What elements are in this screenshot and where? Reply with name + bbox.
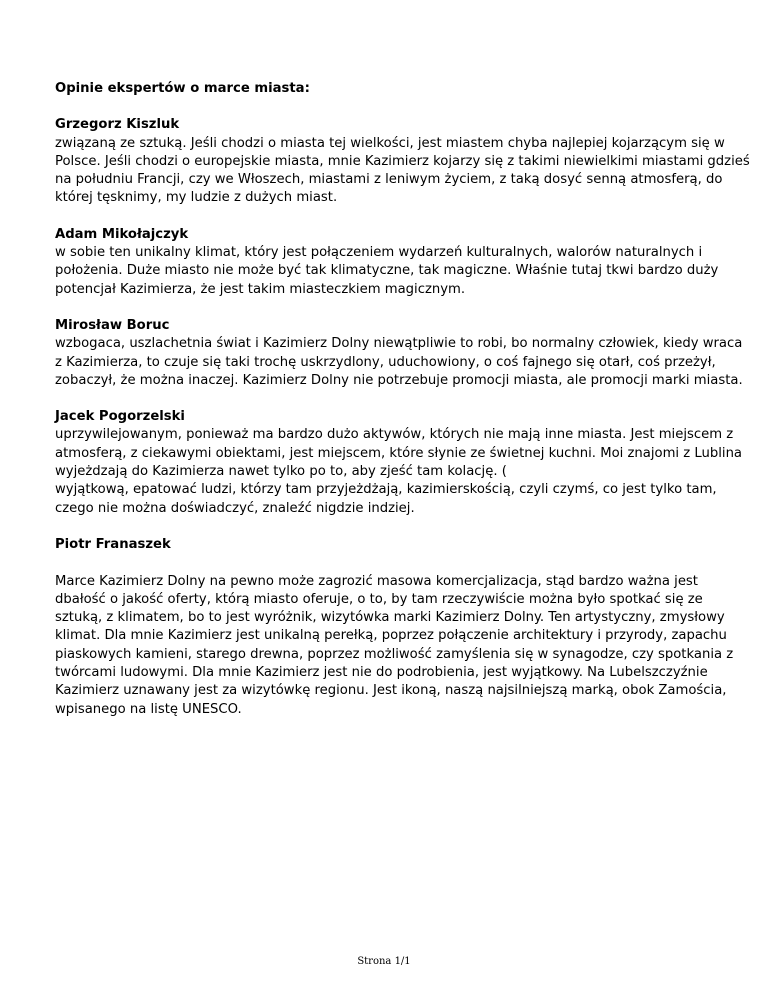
opinion-text-line: czego nie można doświadczyć, znaleźć nigdzie indziej. [55,500,415,516]
opinion-text-line: potencjał Kazimierza, że jest takim miasteczkiem magicznym. [55,281,466,297]
expert-name: Adam Mikołajczyk [55,226,189,242]
expert-opinion [55,317,743,390]
opinion-text-line: uprzywilejowanym, ponieważ ma bardzo dużo aktywów, których nie mają inne miasta. Jest miejscem z [55,427,734,443]
page-number-footer: Strona 1/1 [357,956,411,967]
opinion-text-line: Kazimierz uznawany jest za wizytówkę regionu. Jest ikoną, naszą najsilniejszą marką, obok Zamościa, [55,683,727,699]
opinion-text-line: związaną ze sztuką. Jeśli chodzi o miasta tej wielkości, jest miastem chyba najlepiej kojarzącym się w [55,135,725,151]
page-title: Opinie ekspertów o marce miasta: [55,81,310,96]
opinion-text-line: zobaczył, że można inaczej. Kazimierz Dolny nie potrzebuje promocji miasta, ale promocji marki miasta. [55,372,743,388]
expert-name: Mirosław Boruc [55,317,170,333]
opinion-text-line: klimat. Dla mnie Kazimierz jest unikalną perełką, poprzez połączenie architektury i przyrody, zapachu [55,628,727,644]
document-page [55,80,750,719]
opinion-text-line: której tęsknimy, my ludzie z dużych miast. [55,190,338,206]
opinion-text-line: wpisanego na listę UNESCO. [55,701,242,717]
expert-opinion [55,536,734,719]
opinion-text-line: Marce Kazimierz Dolny na pewno może zagrozić masowa komercjalizacja, stąd bardzo ważna jest [55,573,698,589]
opinion-text-line: na południu Francji, czy we Włoszech, miastami z leniwym życiem, z taką dosyć senną atmosferą, do [55,172,723,188]
expert-opinion [55,116,750,207]
opinion-text-line: twórcami ludowymi. Dla mnie Kazimierz jest nie do podrobienia, jest wyjątkowy. Na Lubelszczyźnie [55,665,708,681]
opinion-text-line: wzbogaca, uszlachetnia świat i Kazimierz Dolny niewątpliwie to robi, bo normalny człowiek, kiedy wraca [55,336,743,352]
opinion-text-line: dbałość o jakość oferty, którą miasto oferuje, o to, by tam rzeczywiście można było spotkać się ze [55,591,703,607]
expert-opinion [55,226,717,299]
expert-name: Piotr Franaszek [55,536,171,552]
opinion-text-line: wyjeżdzają do Kazimierza nawet tylko po to, aby zjeść tam kolację. ( [55,464,507,480]
opinion-text-line: piaskowych kamieni, starego drewna, poprzez możliwość zamyślenia się w synagodze, czy spotkania z [55,646,734,662]
expert-name: Jacek Pogorzelski [55,409,185,425]
paragraph-spacer [55,554,717,572]
expert-opinions-list [55,116,750,719]
opinion-text-line: z Kazimierza, to czuje się taki trochę uskrzydlony, uduchowiony, o coś fajnego się otarł, coś przeżył, [55,354,716,370]
opinion-text-line: wyjątkową, epatować ludzi, którzy tam przyjeżdżają, kazimierskością, czyli czymś, co jest tylko tam, [55,482,717,498]
expert-opinion [55,408,743,518]
opinion-text-line: Polsce. Jeśli chodzi o europejskie miasta, mnie Kazimierz kojarzy się z takimi niewielkimi miastami gdzieś [55,153,750,169]
expert-name: Grzegorz Kiszluk [55,117,180,133]
opinion-text-line: w sobie ten unikalny klimat, który jest połączeniem wydarzeń kulturalnych, walorów naturalnych i [55,245,703,261]
opinion-text-line: położenia. Duże miasto nie może być tak klimatyczne, tak magiczne. Właśnie tutaj tkwi bardzo duży [55,263,719,279]
opinion-text-line: atmosferą, z ciekawymi obiektami, jest miejscem, które słynie ze świetnej kuchni. Moi znajomi z Lublina [55,445,743,461]
opinion-text-line: sztuką, z klimatem, bo to jest wyróżnik, wizytówka marki Kazimierz Dolny. Ten artystyczny, zmysłowy [55,610,725,626]
